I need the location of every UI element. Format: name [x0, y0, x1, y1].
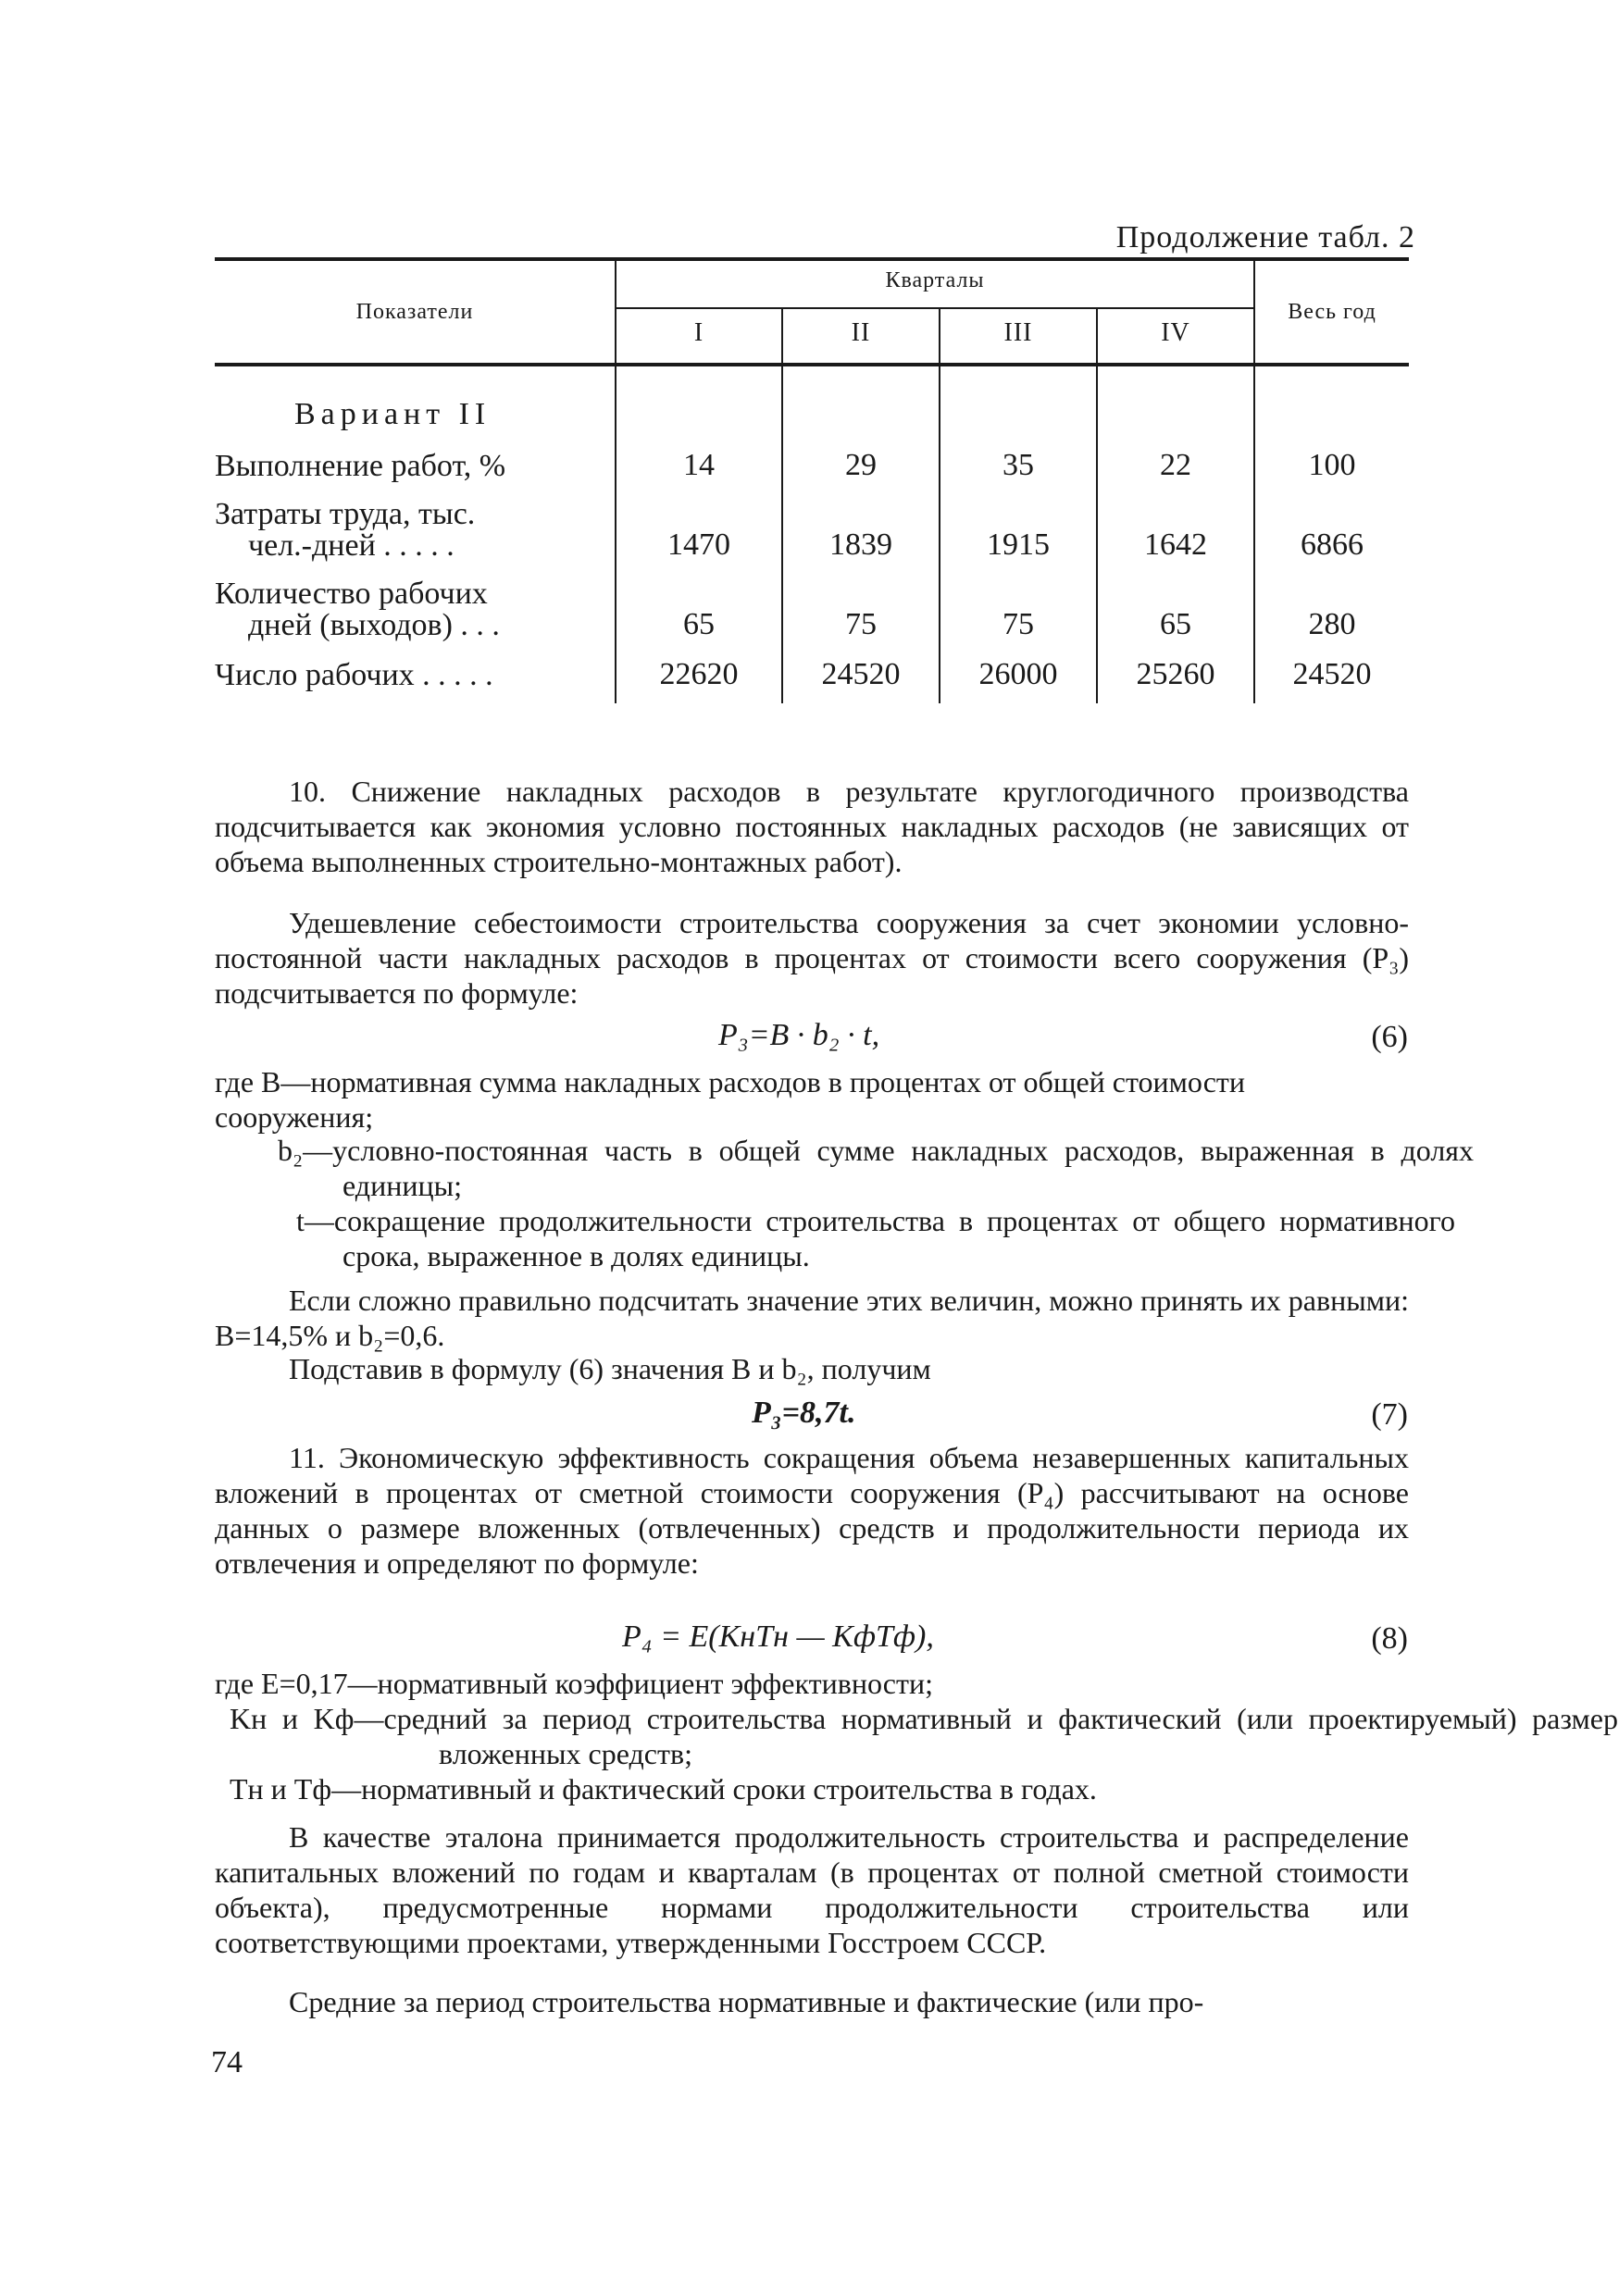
cell-r2-q3: 1915 — [987, 527, 1050, 562]
quarters-subheader-rule — [615, 307, 1253, 309]
formula-6-number: (6) — [1371, 1020, 1408, 1054]
row-label-2b: чел.-дней . . . . . — [248, 528, 455, 563]
paragraph-10-cost: Удешевление себестоимости строительства сооружения за счет экономии условно-постоянной части накладных расходов в процентах от стоимости всего сооружения (P₃) подсчитывается по формуле: — [215, 906, 1409, 1010]
formula-8-number: (8) — [1371, 1621, 1408, 1656]
row-label-2a: Затраты труда, тыс. — [215, 497, 476, 531]
definition-b2-text: условно-постоянная часть в общей сумме накладных расходов, выраженная в долях единицы; — [332, 1134, 1474, 1202]
cell-r2-q2: 1839 — [829, 527, 892, 562]
definition-T — [230, 1771, 1409, 1806]
cell-r2-total: 6866 — [1301, 527, 1364, 562]
row-label-3b: дней (выходов) . . . — [248, 608, 500, 642]
header-quarter-2: II — [851, 318, 871, 347]
col-divider-q2-q3 — [939, 307, 940, 703]
definition-B-text: нормативная сумма накладных расходов в процентах от общей стоимости сооружения; — [215, 1065, 1246, 1134]
col-divider-q3-q4 — [1096, 307, 1098, 703]
definition-b2 — [278, 1133, 1474, 1203]
cell-r1-q2: 29 — [845, 448, 877, 482]
definition-b2-term: b₂— — [278, 1134, 333, 1167]
header-total: Весь год — [1288, 300, 1376, 324]
formula-7-number: (7) — [1371, 1397, 1408, 1432]
paragraph-substitute: Подставив в формулу (6) значения B и b₂, получим — [289, 1352, 931, 1385]
definition-K-text: средний за период строительства нормативный и фактический (или проектируемый) размер вложенных средств; — [383, 1702, 1619, 1770]
cell-r2-q4: 1642 — [1144, 527, 1207, 562]
paragraph-averages: Средние за период строительства нормативные и фактические (или про- — [289, 1985, 1204, 2018]
cell-r3-q2: 75 — [845, 607, 877, 641]
header-indicators: Показатели — [355, 300, 474, 324]
data-table — [215, 257, 1409, 711]
definition-t-term: t— — [296, 1204, 334, 1237]
cell-r4-q2: 24520 — [821, 657, 901, 691]
paragraph-estimate: Если сложно правильно подсчитать значение этих величин, можно принять их равными: B=14,5% и b₂=0,6. — [215, 1284, 1409, 1352]
header-quarter-1: I — [693, 318, 704, 347]
definition-t-text: сокращение продолжительности строительства в процентах от общего нормативного срока, выраженное в долях единицы. — [333, 1204, 1455, 1272]
header-quarters: Кварталы — [885, 268, 985, 292]
row-label-1: Выполнение работ, % — [215, 449, 506, 483]
row-label-3a: Количество рабочих — [215, 577, 488, 611]
definition-B — [215, 1064, 1409, 1135]
definition-T-term: Tн и Tф— — [230, 1772, 362, 1806]
paragraph-10: 10. Снижение накладных расходов в результате круглогодичного производства подсчитывается как экономия условно постоянных накладных расходов (не зависящих от объема выполненных строительно-монтажных работ). — [215, 775, 1409, 878]
definition-K-term: Kн и Kф— — [230, 1702, 384, 1735]
definition-K — [230, 1701, 1618, 1771]
col-divider-q1-q2 — [781, 307, 783, 703]
cell-r4-q3: 26000 — [978, 657, 1058, 691]
paragraph-11: 11. Экономическую эффективность сокращения объема незавершенных капитальных вложений в процентах от сметной стоимости сооружения (P₄) рассчитывают на основе данных о размере вложенных (отвлеченных) средств и продолжительности периода их отвлечения и определяют по формуле: — [215, 1441, 1409, 1580]
definition-E-text: нормативный коэффициент эффективности; — [377, 1667, 933, 1700]
cell-r4-total: 24520 — [1292, 657, 1372, 691]
variant-label: Вариант II — [294, 397, 492, 431]
table-header-rule — [215, 363, 1409, 366]
cell-r3-q3: 75 — [1003, 607, 1034, 641]
cell-r1-q3: 35 — [1003, 448, 1034, 482]
paragraph-etalon: В качестве эталона принимается продолжительность строительства и распределение капитальных вложений по годам и кварталам (в процентах от полной сметной стоимости объекта), предусмотренные нормами продолжительности строительства или соответствующими проектами, утвержденными Госстроем СССР. — [215, 1820, 1409, 1959]
page-number: 74 — [211, 2045, 243, 2079]
header-quarter-3: III — [1003, 318, 1033, 347]
row-label-4: Число рабочих . . . . . — [215, 658, 493, 692]
cell-r3-total: 280 — [1308, 607, 1356, 641]
cell-r1-total: 100 — [1308, 448, 1356, 482]
definition-B-term: где B— — [215, 1065, 311, 1098]
cell-r1-q4: 22 — [1160, 448, 1191, 482]
cell-r3-q1: 65 — [683, 607, 715, 641]
formula-7: P₃=8,7t. — [752, 1396, 856, 1430]
definition-t — [296, 1203, 1455, 1273]
formula-6: P₃=B · b₂ · t, — [718, 1018, 880, 1052]
table-top-rule — [215, 257, 1409, 261]
header-quarter-4: IV — [1161, 318, 1190, 347]
formula-8: P₄ = E(KнTн — KфTф), — [622, 1620, 934, 1654]
cell-r1-q1: 14 — [683, 448, 715, 482]
cell-r2-q1: 1470 — [667, 527, 730, 562]
cell-r4-q1: 22620 — [659, 657, 739, 691]
definition-E — [215, 1666, 1409, 1701]
definition-T-text: нормативный и фактический сроки строительства в годах. — [361, 1772, 1097, 1806]
cell-r3-q4: 65 — [1160, 607, 1191, 641]
definition-E-term: где E=0,17— — [215, 1667, 378, 1700]
cell-r4-q4: 25260 — [1136, 657, 1215, 691]
table-caption: Продолжение табл. 2 — [1115, 220, 1415, 254]
